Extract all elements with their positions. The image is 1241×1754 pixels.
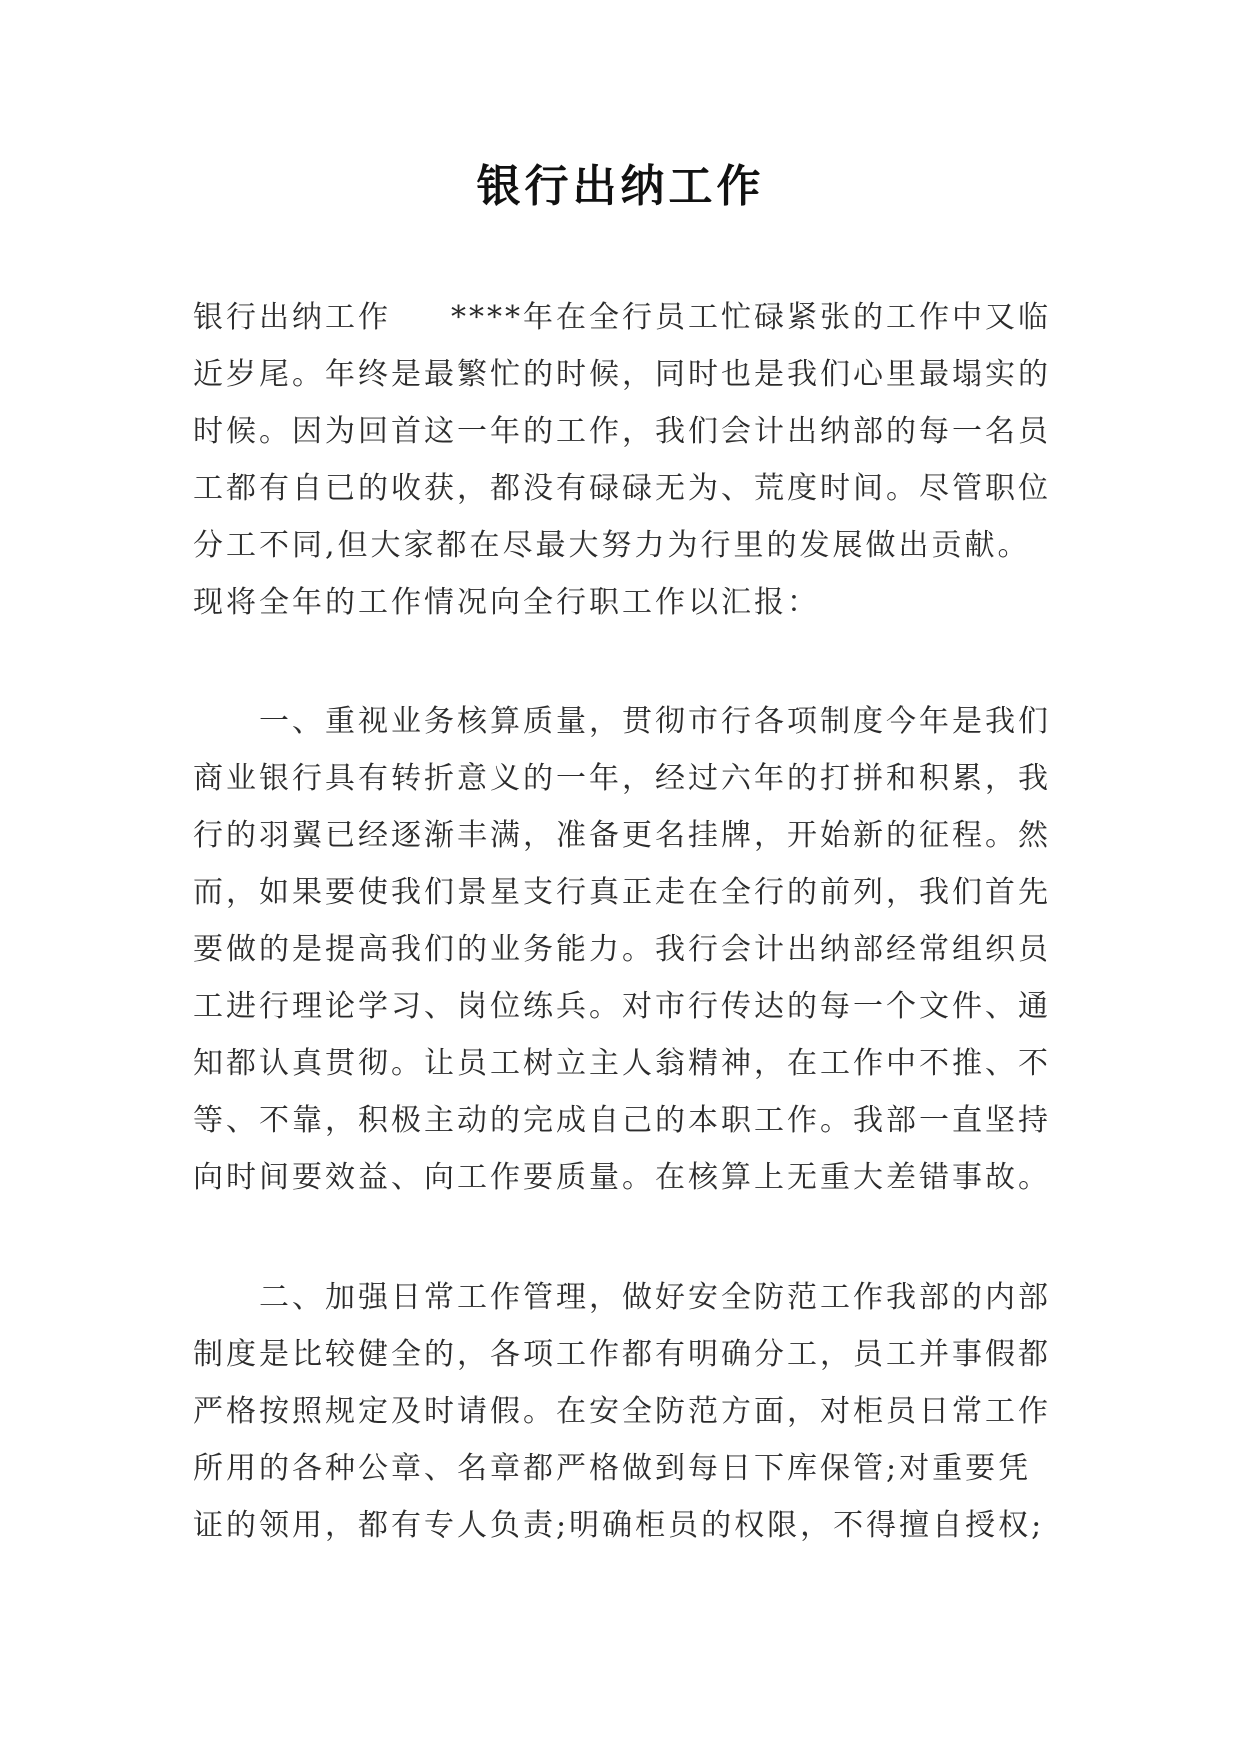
paragraph-intro (193, 289, 1063, 631)
paragraph-section-2: 二、加强日常工作管理，做好安全防范工作我部的内部制度是比较健全的，各项工作都有明确分工，员工并事假都严格按照规定及时请假。在安全防范方面，对柜员日常工作所用的各种公章、名章都严格做到每日下库保管;对重要凭证的领用，都有专人负责;明确柜员的权限，不得擅自授权; (193, 1280, 1051, 1543)
paragraph-section-1: 一、重视业务核算质量，贯彻市行各项制度今年是我们商业银行具有转折意义的一年，经过六年的打拼和积累，我行的羽翼已经逐渐丰满，准备更名挂牌，开始新的征程。然而，如果要使我们景星支行真正走在全行的前列，我们首先要做的是提高我们的业务能力。我行会计出纳部经常组织员工进行理论学习、岗位练兵。对市行传达的每一个文件、通知都认真贯彻。让员工树立主人翁精神，在工作中不推、不等、不靠，积极主动的完成自己的本职工作。我部一直坚持向时间要效益、向工作要质量。在核算上无重大差错事故。 (193, 704, 1051, 1195)
paragraph-lead-label: 银行出纳工作 (193, 300, 391, 335)
paragraph-text: ****年在全行员工忙碌紧张的工作中又临近岁尾。年终是最繁忙的时候，同时也是我们心里最塌实的时候。因为回首这一年的工作，我们会计出纳部的每一名员工都有自已的收获，都没有碌碌无为、荒度时间。尽管职位分工不同,但大家都在尽最大努力为行里的发展做出贡献。现将全年的工作情况向全行职工作以汇报： (193, 300, 1051, 620)
document-title: 银行出纳工作 (476, 161, 765, 212)
